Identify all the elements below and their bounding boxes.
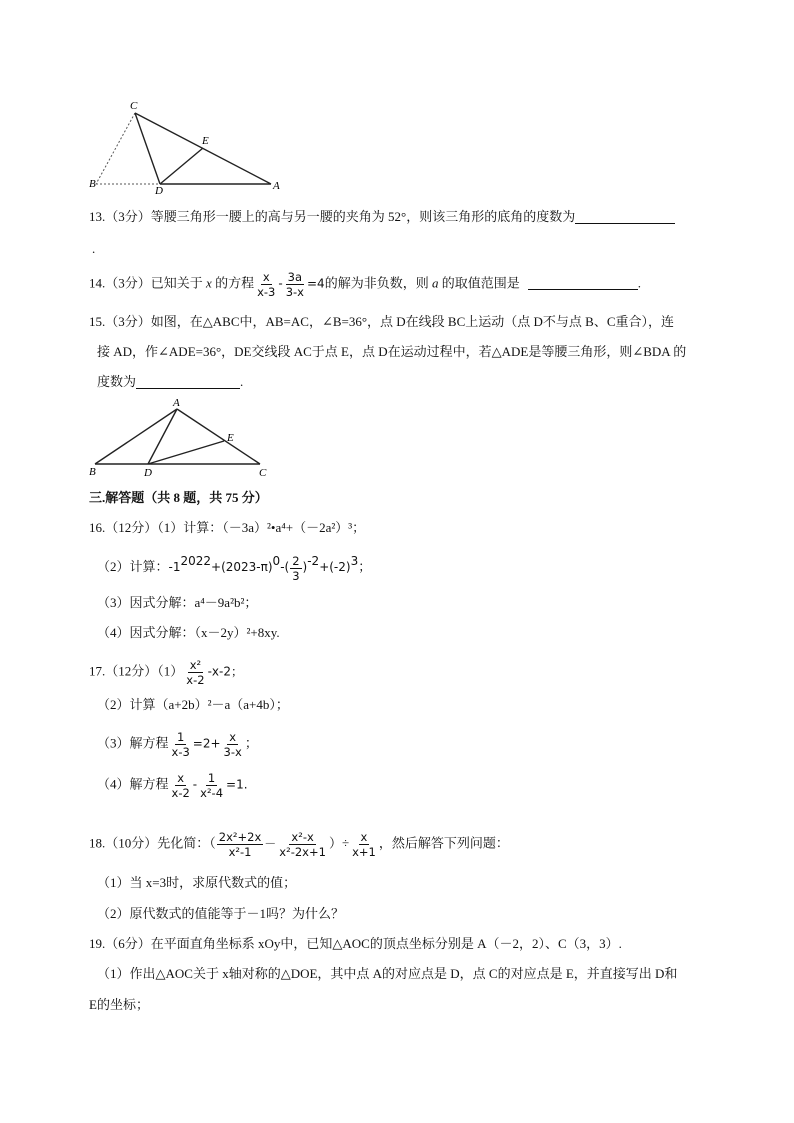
q16-part3: （3）因式分解：a⁴－9a²b²； bbox=[97, 595, 258, 610]
q16-part2: （2）计算：-12022+(2023-π)0-( $\frac{2}{3}$ )-2+(-2)3； bbox=[97, 553, 372, 583]
question-14: 14.（3分）已知关于 x 的方程 $\frac{x}{x-3}$ - $\frac{3a}{3-x}$ =4的解为非负数，则 a 的取值范围是 . bbox=[89, 270, 641, 299]
q15-line2: 接 AD，作∠ADE=36°，DE交线段 AC于点 E，点 D在运动过程中，若△ADE是等腰三角形，则∠BDA 的 bbox=[97, 344, 687, 359]
q17-part2: （2）计算（a+2b）²－a（a+4b）； bbox=[97, 697, 289, 712]
question-13 bbox=[89, 208, 675, 226]
dashed-line-cb bbox=[96, 113, 135, 184]
section-header: 三.解答题（共 8 题，共 75 分） bbox=[89, 490, 268, 505]
answer-blank[interactable] bbox=[528, 275, 638, 290]
q16-part4: （4）因式分解：（x－2y）²+8xy. bbox=[97, 625, 280, 640]
label-e: E bbox=[227, 432, 234, 444]
triangle-figure-1 bbox=[85, 96, 290, 196]
label-c: C bbox=[130, 100, 138, 112]
question-17: 17.（12分）（1） $\frac{\text{x²}}{x-2}$ -x-2； bbox=[89, 658, 243, 687]
fraction: $\frac{3a}{3-x}$ bbox=[285, 270, 304, 299]
label-e: E bbox=[202, 135, 209, 147]
segment-de bbox=[148, 441, 224, 464]
label-d: D bbox=[144, 467, 152, 478]
q13-score: （3分） bbox=[105, 209, 151, 224]
fraction: $\frac{1}{\text{x²-4}}$ bbox=[200, 771, 224, 800]
fraction: $\frac{\text{x²-x}}{\text{x²-2x+1}}$ bbox=[279, 830, 326, 859]
fraction: $\frac{x}{x+1}$ bbox=[352, 830, 376, 859]
q17-part4: （4）解方程 $\frac{x}{x-2}$ - $\frac{1}{\text{x²-4}}$ =1. bbox=[97, 771, 248, 800]
segment-de bbox=[160, 148, 203, 184]
fraction: $\frac{2}{3}$ bbox=[292, 553, 300, 583]
question-19: 19.（6分）在平面直角坐标系 xOy中，已知△AOC的顶点坐标分别是 A（－2，2）、C（3，3）. bbox=[89, 936, 622, 951]
q19-part1-cont: E的坐标； bbox=[89, 997, 149, 1012]
q19-part1: （1）作出△AOC关于 x轴对称的△DOE，其中点 A的对应点是 D，点 C的对应点是 E，并直接写出 D和 bbox=[97, 966, 678, 981]
label-a: A bbox=[273, 180, 280, 192]
fraction: $\frac{x}{3-x}$ bbox=[223, 730, 242, 759]
question-18: 18.（10分）先化简：（ $\frac{\text{2x²+2x}}{\text{x²-1}}$ － $\frac{\text{x²-x}}{\text{x²-2x+1}}$ ）÷ $\frac{x}{x+1}$ ，然后解答下列问题： bbox=[89, 830, 509, 859]
q14-mid: 的方程 bbox=[211, 275, 255, 291]
q13-text: 等腰三角形一腰上的高与另一腰的夹角为 52°，则该三角形的底角的度数为 bbox=[150, 209, 576, 224]
label-d: D bbox=[155, 185, 163, 196]
answer-blank[interactable] bbox=[575, 209, 675, 224]
fraction: $\frac{\text{x²}}{x-2}$ bbox=[186, 658, 205, 687]
q14-score: （3分） bbox=[105, 275, 151, 291]
fraction: $\frac{\text{2x²+2x}}{\text{x²-1}}$ bbox=[218, 830, 262, 859]
answer-blank[interactable] bbox=[136, 374, 240, 389]
triangle-figure-2 bbox=[85, 396, 275, 478]
fraction: $\frac{1}{x-3}$ bbox=[171, 730, 190, 759]
label-a: A bbox=[173, 397, 180, 409]
q18-part1: （1）当 x=3时，求原代数式的值； bbox=[97, 875, 297, 890]
q17-part3: （3）解方程 $\frac{1}{x-3}$ =2+ $\frac{x}{3-x}$ ； bbox=[97, 730, 258, 759]
segment-ac bbox=[177, 409, 260, 464]
segment-ad bbox=[148, 409, 177, 464]
label-b: B bbox=[89, 178, 96, 190]
q13-number: 13. bbox=[89, 209, 106, 224]
fraction: $\frac{x}{x-2}$ bbox=[171, 771, 190, 800]
q14-var: x bbox=[206, 275, 212, 291]
q14-number: 14. bbox=[89, 275, 106, 291]
label-b: B bbox=[89, 466, 96, 478]
fraction: $\frac{x}{x-3}$ bbox=[257, 270, 276, 299]
segment-ab bbox=[95, 409, 177, 464]
q13-end: . bbox=[92, 241, 96, 256]
question-15: 15.（3分）如图，在△ABC中，AB=AC，∠B=36°，点 D在线段 BC上运动（点 D不与点 B、C重合），连 bbox=[89, 314, 674, 329]
question-16: 16.（12分）（1）计算：（－3a）²•a⁴+（－2a²）³； bbox=[89, 520, 366, 535]
q18-part2: （2）原代数式的值能等于－1吗？为什么？ bbox=[97, 906, 345, 921]
label-c: C bbox=[259, 467, 267, 478]
q15-line3: 度数为 . bbox=[97, 374, 244, 389]
q14-pre: 已知关于 bbox=[150, 275, 207, 291]
